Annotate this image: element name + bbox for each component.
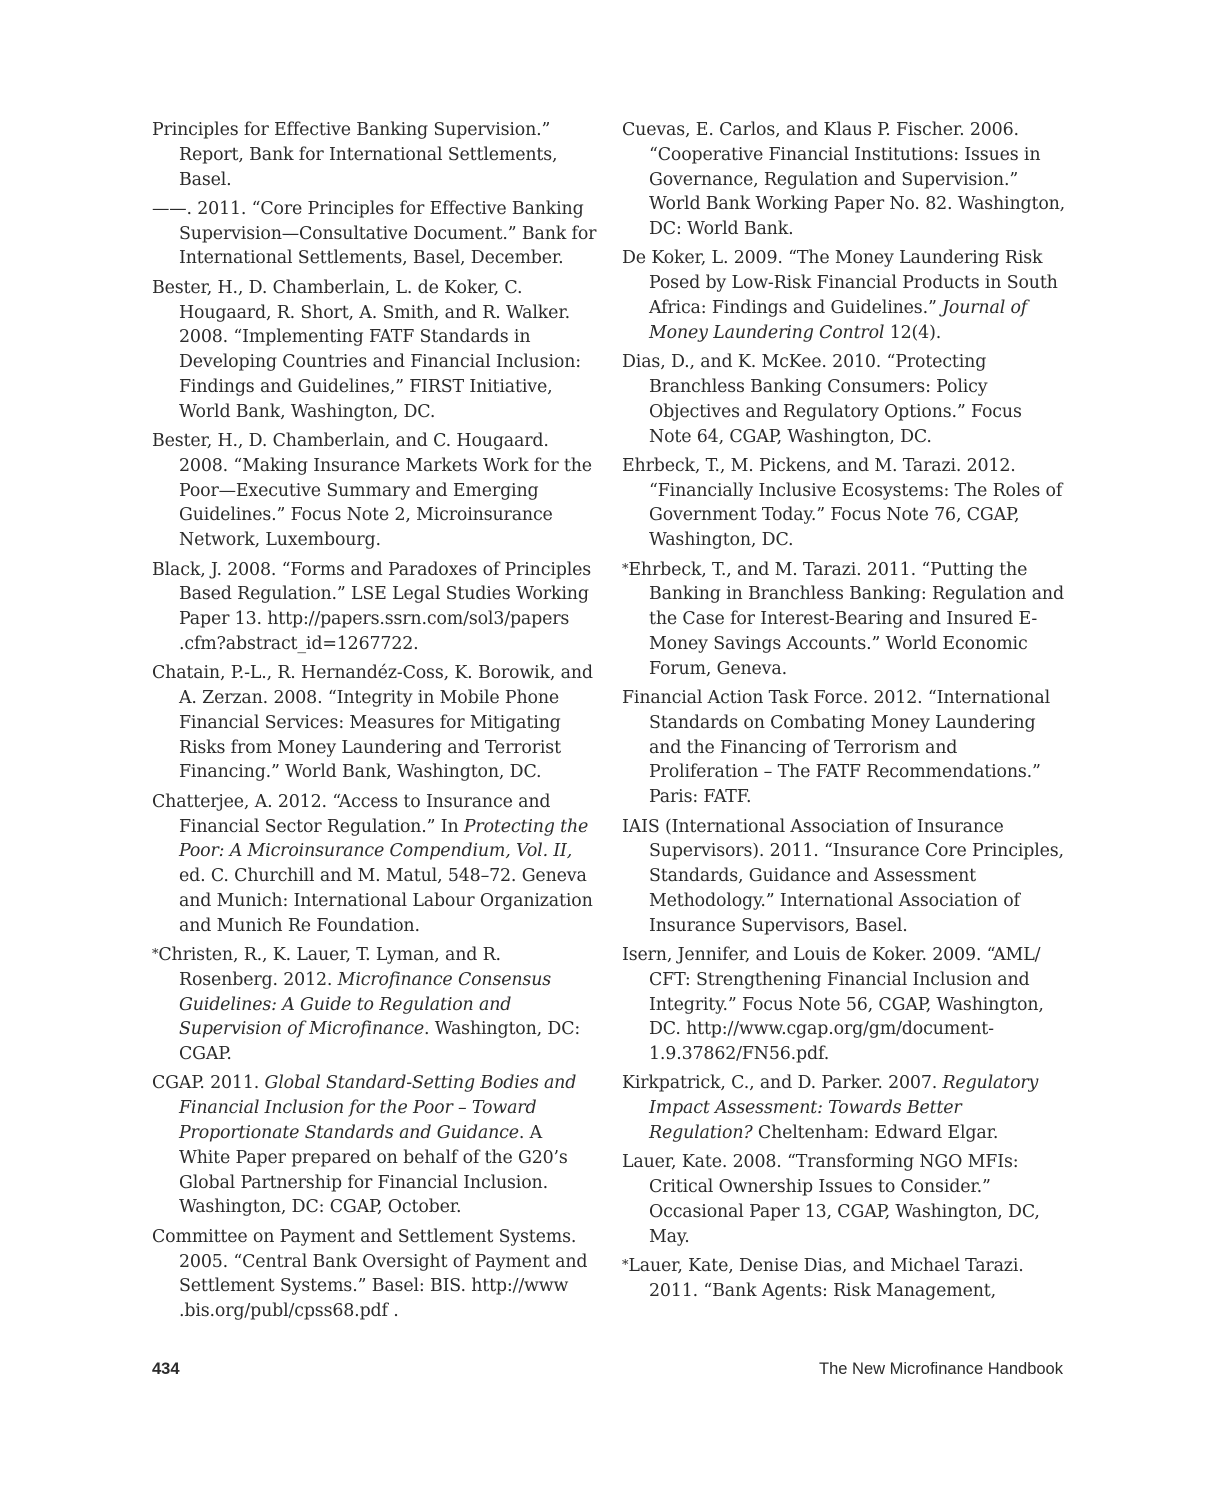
reference-italic-title: Microfinance Consensus Guidelines: A Guide to Regulation and Supervision of Microfinance [179, 969, 552, 1040]
reference-entry [152, 276, 598, 425]
reference-text: Chatterjee, A. 2012. “Access to Insurance and Financial Sector Regulation.” In [152, 791, 551, 837]
reference-entry [622, 1254, 1068, 1304]
reference-entry [152, 790, 598, 939]
reference-text: . Washington, DC: CGAP. [179, 1019, 581, 1065]
references-right-column [622, 118, 1068, 1308]
reference-text: Cuevas, E. Carlos, and Klaus P. Fischer. 2006. “Cooperative Financial Institutions: Issues in Governance, Regulation and Supervision.” World Bank Working Paper No. 82. Washington, DC: World Bank. [622, 120, 1066, 240]
reference-entry [152, 1225, 598, 1324]
reference-entry [622, 118, 1068, 242]
reference-text: Principles for Effective Banking Supervision.” Report, Bank for International Settlements, Basel. [152, 120, 558, 190]
reference-text: IAIS (International Association of Insurance Supervisors). 2011. “Insurance Core Principles, Standards, Guidance and Assessment Methodology.” International Association of Insurance Supervisors, Basel. [622, 816, 1064, 936]
reference-entry [152, 1071, 598, 1220]
reference-text: Bester, H., D. Chamberlain, and C. Hougaard. 2008. “Making Insurance Markets Work for the Poor—Executive Summary and Emerging Guidelines.” Focus Note 2, Microinsurance Network, Luxembourg. [152, 431, 592, 551]
reference-text: Dias, D., and K. McKee. 2010. “Protecting Branchless Banking Consumers: Policy Objectives and Regulatory Options.” Focus Note 64, CGAP, Washington, DC. [622, 352, 1022, 447]
references-left-column [152, 118, 598, 1328]
reference-text: Christen, R., K. Lauer, T. Lyman, and R. Rosenberg. 2012. [158, 945, 501, 990]
reference-entry [622, 686, 1068, 810]
reference-text: Isern, Jennifer, and Louis de Koker. 2009. “AML/ CFT: Strengthening Financial Inclusion and Integrity.” Focus Note 56, CGAP, Washington, DC. http://www.cgap.org/gm/document- 1.9.37862/FN56.pdf. [622, 945, 1044, 1065]
core-reference-asterisk: * [622, 1258, 629, 1274]
reference-entry [152, 118, 598, 192]
reference-entry [152, 943, 598, 1067]
reference-text: Lauer, Kate. 2008. “Transforming NGO MFIs: Critical Ownership Issues to Consider.” Occasional Paper 13, CGAP, Washington, DC, May. [622, 1152, 1040, 1247]
reference-text: Cheltenham: Edward Elgar. [752, 1123, 999, 1144]
reference-text: De Koker, L. 2009. “The Money Laundering Risk Posed by Low-Risk Financial Products in South Africa: Findings and Guidelines.” [622, 248, 1058, 319]
reference-text: Committee on Payment and Settlement Systems. 2005. “Central Bank Oversight of Payment and Settlement Systems.” Basel: BIS. http://www .bis.org/publ/cpss68.pdf . [152, 1226, 588, 1322]
reference-text: Bester, H., D. Chamberlain, L. de Koker, C. Hougaard, R. Short, A. Smith, and R. Walker. 2008. “Implementing FATF Standards in Developing Countries and Financial Inclusion: Findings and Guidelines,” FIRST Initiative, World Bank, Washington, DC. [152, 277, 581, 422]
reference-text: ——. 2011. “Core Principles for Effective Banking Supervision—Consultative Document.” Bank for International Settlements, Basel, December. [152, 198, 597, 269]
book-title: The New Microfinance Handbook [819, 1360, 1063, 1378]
reference-text: Black, J. 2008. “Forms and Paradoxes of Principles Based Regulation.” LSE Legal Studies Working Paper 13. http://papers.ssrn.com/sol3/papers .cfm?abstract_id=1267722. [152, 559, 592, 654]
reference-entry [622, 350, 1068, 449]
reference-italic-title: Regulatory Impact Assessment: Towards Better Regulation? [649, 1073, 1039, 1144]
reference-text: ed. C. Churchill and M. Matul, 548–72. Geneva and Munich: International Labour Organization and Munich Re Foundation. [179, 866, 593, 936]
reference-entry [622, 246, 1068, 345]
reference-text: . A White Paper prepared on behalf of the G20’s Global Partnership for Financial Inclusion. Washington, DC: CGAP, October. [179, 1123, 568, 1218]
reference-entry [152, 429, 598, 553]
reference-entry [622, 815, 1068, 939]
reference-entry [622, 454, 1068, 553]
page-number: 434 [152, 1360, 180, 1378]
reference-text: Ehrbeck, T., and M. Tarazi. 2011. “Putting the Banking in Branchless Banking: Regulation and the Case for Interest-Bearing and Insured E-Money Savings Accounts.” World Economic Forum, Geneva. [628, 559, 1064, 679]
reference-entry [622, 943, 1068, 1067]
reference-entry [622, 558, 1068, 682]
reference-text: 12(4). [884, 322, 942, 343]
reference-text: Financial Action Task Force. 2012. “International Standards on Combating Money Laundering and the Financing of Terrorism and Proliferation – The FATF Recommendations.” Paris: FATF. [622, 688, 1051, 808]
reference-entry [152, 558, 598, 657]
reference-entry [152, 661, 598, 785]
reference-text: Ehrbeck, T., M. Pickens, and M. Tarazi. 2012. “Financially Inclusive Ecosystems: The Roles of Government Today.” Focus Note 76, CGAP, Washington, DC. [622, 455, 1063, 551]
reference-entry [152, 197, 598, 271]
reference-italic-title: Protecting the Poor: A Microinsurance Compendium, Vol. II, [179, 816, 589, 862]
reference-entry [622, 1150, 1068, 1249]
reference-italic-title: Journal of Money Laundering Control [649, 298, 1028, 343]
reference-text: Kirkpatrick, C., and D. Parker. 2007. [622, 1073, 943, 1094]
reference-text: Chatain, P.-L., R. Hernandéz-Coss, K. Borowik, and A. Zerzan. 2008. “Integrity in Mobile Phone Financial Services: Measures for Mitigating Risks from Money Laundering and Terrorist Financing.” World Bank, Washington, DC. [152, 663, 593, 783]
reference-text: Lauer, Kate, Denise Dias, and Michael Tarazi. 2011. “Bank Agents: Risk Management, [628, 1256, 1024, 1301]
reference-text: CGAP. 2011. [152, 1073, 265, 1094]
core-reference-asterisk: * [622, 561, 629, 577]
reference-entry [622, 1071, 1068, 1145]
reference-italic-title: Global Standard-Setting Bodies and Financial Inclusion for the Poor – Toward Proportionate Standards and Guidance [179, 1073, 577, 1144]
core-reference-asterisk: * [152, 947, 159, 962]
